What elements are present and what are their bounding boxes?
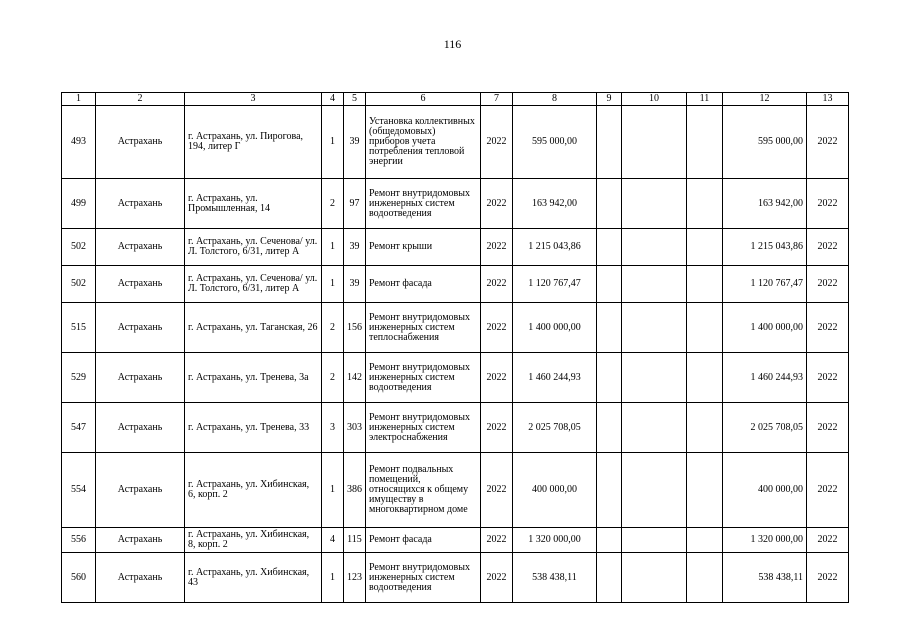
address-cell: г. Астрахань, ул. Тренева, 3а	[185, 353, 322, 403]
city-cell: Астрахань	[96, 403, 185, 453]
year-cell: 2022	[481, 106, 513, 179]
total-cost-cell: 163 942,00	[723, 179, 807, 229]
cost-cell: 595 000,00	[513, 106, 597, 179]
work-type-cell: Ремонт внутридомовых инженерных систем теплоснабжения	[366, 303, 481, 353]
column-11-cell	[687, 106, 723, 179]
address-cell: г. Астрахань, ул. Хибинская, 8, корп. 2	[185, 528, 322, 553]
column-5-cell: 39	[344, 106, 366, 179]
table-row	[62, 403, 849, 453]
column-5-cell: 386	[344, 453, 366, 528]
column-header: 8	[513, 93, 597, 106]
column-5-cell: 156	[344, 303, 366, 353]
column-9-cell	[597, 179, 622, 229]
year-cell: 2022	[481, 353, 513, 403]
work-type-cell: Ремонт крыши	[366, 229, 481, 266]
total-cost-cell: 595 000,00	[723, 106, 807, 179]
column-header: 12	[723, 93, 807, 106]
column-11-cell	[687, 553, 723, 603]
column-5-cell: 97	[344, 179, 366, 229]
row-number: 556	[62, 528, 96, 553]
address-cell: г. Астрахань, ул. Хибинская, 43	[185, 553, 322, 603]
city-cell: Астрахань	[96, 353, 185, 403]
row-number: 529	[62, 353, 96, 403]
city-cell: Астрахань	[96, 528, 185, 553]
row-number: 502	[62, 266, 96, 303]
cost-cell: 400 000,00	[513, 453, 597, 528]
cost-cell: 1 320 000,00	[513, 528, 597, 553]
column-header: 2	[96, 93, 185, 106]
cost-cell: 2 025 708,05	[513, 403, 597, 453]
column-11-cell	[687, 303, 723, 353]
work-type-cell: Ремонт фасада	[366, 266, 481, 303]
column-10-cell	[622, 528, 687, 553]
completion-year-cell: 2022	[807, 106, 849, 179]
column-4-cell: 2	[322, 303, 344, 353]
work-type-cell: Ремонт фасада	[366, 528, 481, 553]
column-5-cell: 39	[344, 266, 366, 303]
address-cell: г. Астрахань, ул. Таганская, 26	[185, 303, 322, 353]
column-11-cell	[687, 453, 723, 528]
column-4-cell: 1	[322, 453, 344, 528]
column-4-cell: 1	[322, 106, 344, 179]
column-header: 3	[185, 93, 322, 106]
table-row	[62, 353, 849, 403]
city-cell: Астрахань	[96, 179, 185, 229]
work-type-cell: Ремонт внутридомовых инженерных систем водоотведения	[366, 179, 481, 229]
completion-year-cell: 2022	[807, 179, 849, 229]
address-cell: г. Астрахань, ул. Сеченова/ ул. Л. Толстого, 6/31, литер А	[185, 266, 322, 303]
year-cell: 2022	[481, 179, 513, 229]
total-cost-cell: 538 438,11	[723, 553, 807, 603]
total-cost-cell: 2 025 708,05	[723, 403, 807, 453]
table-row	[62, 106, 849, 179]
completion-year-cell: 2022	[807, 453, 849, 528]
completion-year-cell: 2022	[807, 353, 849, 403]
column-9-cell	[597, 403, 622, 453]
year-cell: 2022	[481, 528, 513, 553]
column-9-cell	[597, 353, 622, 403]
completion-year-cell: 2022	[807, 403, 849, 453]
city-cell: Астрахань	[96, 229, 185, 266]
total-cost-cell: 1 400 000,00	[723, 303, 807, 353]
address-cell: г. Астрахань, ул. Хибинская, 6, корп. 2	[185, 453, 322, 528]
column-9-cell	[597, 266, 622, 303]
column-11-cell	[687, 528, 723, 553]
column-11-cell	[687, 179, 723, 229]
column-5-cell: 142	[344, 353, 366, 403]
address-cell: г. Астрахань, ул. Сеченова/ ул. Л. Толстого, 6/31, литер А	[185, 229, 322, 266]
column-5-cell: 39	[344, 229, 366, 266]
city-cell: Астрахань	[96, 106, 185, 179]
total-cost-cell: 1 320 000,00	[723, 528, 807, 553]
column-4-cell: 1	[322, 553, 344, 603]
column-9-cell	[597, 453, 622, 528]
row-number: 515	[62, 303, 96, 353]
column-4-cell: 1	[322, 229, 344, 266]
column-header: 10	[622, 93, 687, 106]
column-10-cell	[622, 179, 687, 229]
table-row	[62, 303, 849, 353]
work-type-cell: Ремонт внутридомовых инженерных систем водоотведения	[366, 553, 481, 603]
cost-cell: 1 215 043,86	[513, 229, 597, 266]
cost-cell: 1 400 000,00	[513, 303, 597, 353]
cost-cell: 1 460 244,93	[513, 353, 597, 403]
address-cell: г. Астрахань, ул. Тренева, 33	[185, 403, 322, 453]
column-5-cell: 123	[344, 553, 366, 603]
column-11-cell	[687, 403, 723, 453]
column-10-cell	[622, 403, 687, 453]
capital-repair-table	[61, 92, 849, 603]
city-cell: Астрахань	[96, 453, 185, 528]
column-4-cell: 3	[322, 403, 344, 453]
completion-year-cell: 2022	[807, 229, 849, 266]
column-header: 11	[687, 93, 723, 106]
column-header: 6	[366, 93, 481, 106]
column-11-cell	[687, 266, 723, 303]
column-header: 9	[597, 93, 622, 106]
year-cell: 2022	[481, 553, 513, 603]
cost-cell: 1 120 767,47	[513, 266, 597, 303]
column-5-cell: 115	[344, 528, 366, 553]
year-cell: 2022	[481, 266, 513, 303]
completion-year-cell: 2022	[807, 303, 849, 353]
column-header: 1	[62, 93, 96, 106]
row-number: 502	[62, 229, 96, 266]
table-row	[62, 266, 849, 303]
total-cost-cell: 1 120 767,47	[723, 266, 807, 303]
column-10-cell	[622, 553, 687, 603]
completion-year-cell: 2022	[807, 528, 849, 553]
column-header: 7	[481, 93, 513, 106]
column-11-cell	[687, 353, 723, 403]
table-row	[62, 179, 849, 229]
work-type-cell: Установка коллективных (общедомовых) приборов учета потребления тепловой энергии	[366, 106, 481, 179]
year-cell: 2022	[481, 229, 513, 266]
completion-year-cell: 2022	[807, 553, 849, 603]
column-header: 13	[807, 93, 849, 106]
total-cost-cell: 1 460 244,93	[723, 353, 807, 403]
row-number: 560	[62, 553, 96, 603]
city-cell: Астрахань	[96, 266, 185, 303]
address-cell: г. Астрахань, ул. Пирогова, 194, литер Г	[185, 106, 322, 179]
column-10-cell	[622, 353, 687, 403]
page-number: 116	[443, 37, 462, 51]
column-9-cell	[597, 303, 622, 353]
table-row	[62, 553, 849, 603]
column-5-cell: 303	[344, 403, 366, 453]
work-type-cell: Ремонт внутридомовых инженерных систем электроснабжения	[366, 403, 481, 453]
column-4-cell: 4	[322, 528, 344, 553]
year-cell: 2022	[481, 403, 513, 453]
total-cost-cell: 1 215 043,86	[723, 229, 807, 266]
address-cell: г. Астрахань, ул. Промышленная, 14	[185, 179, 322, 229]
city-cell: Астрахань	[96, 553, 185, 603]
year-cell: 2022	[481, 303, 513, 353]
column-9-cell	[597, 553, 622, 603]
column-9-cell	[597, 528, 622, 553]
column-header: 4	[322, 93, 344, 106]
column-header: 5	[344, 93, 366, 106]
row-number: 547	[62, 403, 96, 453]
column-9-cell	[597, 229, 622, 266]
table-row	[62, 229, 849, 266]
column-4-cell: 2	[322, 179, 344, 229]
column-10-cell	[622, 453, 687, 528]
year-cell: 2022	[481, 453, 513, 528]
column-number-row	[62, 93, 849, 106]
column-10-cell	[622, 266, 687, 303]
row-number: 554	[62, 453, 96, 528]
table-row	[62, 453, 849, 528]
column-10-cell	[622, 303, 687, 353]
city-cell: Астрахань	[96, 303, 185, 353]
table-row	[62, 528, 849, 553]
cost-cell: 538 438,11	[513, 553, 597, 603]
column-9-cell	[597, 106, 622, 179]
column-4-cell: 2	[322, 353, 344, 403]
completion-year-cell: 2022	[807, 266, 849, 303]
row-number: 493	[62, 106, 96, 179]
column-11-cell	[687, 229, 723, 266]
column-4-cell: 1	[322, 266, 344, 303]
row-number: 499	[62, 179, 96, 229]
work-type-cell: Ремонт внутридомовых инженерных систем водоотведения	[366, 353, 481, 403]
column-10-cell	[622, 229, 687, 266]
cost-cell: 163 942,00	[513, 179, 597, 229]
column-10-cell	[622, 106, 687, 179]
work-type-cell: Ремонт подвальных помещений, относящихся к общему имуществу в многоквартирном доме	[366, 453, 481, 528]
total-cost-cell: 400 000,00	[723, 453, 807, 528]
